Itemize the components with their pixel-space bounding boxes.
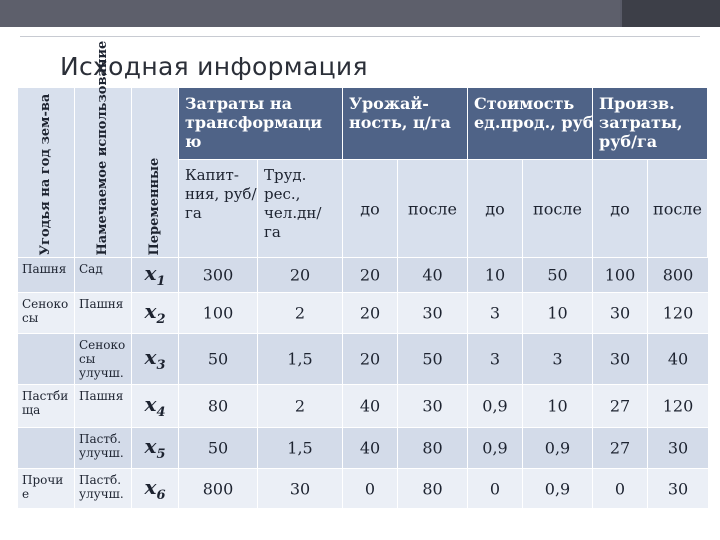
cost-after-cell: 3 — [552, 349, 563, 369]
prod-after-cell: 40 — [667, 349, 689, 369]
top-bar-right-segment — [622, 0, 720, 27]
cost-after-cell: 0,9 — [544, 438, 571, 458]
header-cost-after-label: после — [533, 199, 582, 218]
yield-after-cell: 30 — [422, 396, 443, 416]
labor-cell: 20 — [289, 265, 311, 285]
prod-after-cell: 30 — [667, 438, 689, 458]
planned-cell: Сеноко сы улучш. — [79, 338, 126, 380]
cost-before-cell: 0,9 — [482, 438, 508, 458]
header-yield-before — [343, 160, 398, 258]
land-cell: Пастби ща — [22, 389, 69, 417]
page-title: Исходная информация — [60, 52, 368, 81]
header-planned-label: Намечаемое использование — [95, 40, 110, 255]
header-yield-group-label: Урожай-ность, ц/га — [349, 94, 451, 132]
header-cost-before-label: до — [485, 199, 505, 218]
cost-after-cell: 50 — [547, 265, 568, 285]
yield-after-cell: 80 — [422, 438, 443, 458]
header-yield-before-label: до — [360, 199, 380, 218]
table-row — [18, 258, 708, 292]
header-costs-group — [179, 88, 343, 160]
header-prod-after — [648, 160, 708, 258]
cost-before-cell: 3 — [489, 303, 501, 323]
slide-top-bar — [0, 0, 720, 27]
yield-after-cell: 50 — [422, 349, 443, 369]
header-yield-after — [398, 160, 468, 258]
header-cost-group — [468, 88, 593, 160]
header-labor-label: Труд. рес., чел.дн/ га — [264, 166, 322, 241]
cost-before-cell: 3 — [489, 349, 501, 369]
table-row — [18, 428, 708, 468]
planned-cell: Пашня — [79, 297, 124, 311]
prod-after-cell: 120 — [662, 303, 694, 323]
header-costs-group-label: Затраты на трансформаци ю — [185, 94, 323, 151]
table-row — [18, 469, 708, 508]
prod-before-cell: 27 — [609, 396, 631, 416]
header-capital-label: Капит-ния, руб/га — [185, 166, 257, 222]
header-prod-after-label: после — [653, 199, 702, 218]
prod-before-cell: 0 — [614, 479, 626, 498]
yield-after-cell: 80 — [422, 479, 443, 498]
prod-before-cell: 100 — [604, 265, 636, 285]
yield-after-cell: 30 — [422, 303, 443, 323]
labor-cell: 2 — [294, 303, 306, 323]
prod-before-cell: 27 — [609, 438, 631, 458]
capital-cell: 300 — [202, 265, 234, 285]
table-row — [18, 293, 708, 333]
prod-before-cell: 30 — [609, 303, 631, 323]
labor-cell: 1,5 — [287, 349, 313, 369]
top-divider — [20, 36, 700, 37]
labor-cell: 1,5 — [287, 438, 313, 458]
header-vars-label: Переменные — [147, 157, 162, 255]
table-row — [18, 334, 708, 384]
land-cell: Прочи е — [22, 473, 64, 501]
yield-after-cell: 40 — [422, 265, 443, 285]
yield-before-cell: 40 — [359, 438, 381, 458]
header-prod-group — [593, 88, 708, 160]
cost-before-cell: 0 — [489, 479, 501, 498]
labor-cell: 2 — [294, 396, 306, 416]
header-cost-after — [523, 160, 593, 258]
variable-cell: $x_5$ — [144, 434, 166, 462]
cost-after-cell: 10 — [547, 303, 568, 323]
variable-cell: $x_2$ — [144, 299, 166, 327]
prod-after-cell: 800 — [662, 265, 694, 285]
header-cost-before — [468, 160, 523, 258]
variable-cell: $x_1$ — [144, 261, 166, 289]
land-cell: Сеноко сы — [22, 297, 69, 325]
planned-cell: Пастб. улучш. — [79, 473, 124, 501]
header-cost-group-label: Стоимость ед.прод., руб — [474, 94, 594, 132]
header-prod-before-label: до — [610, 199, 630, 218]
table-row — [18, 385, 708, 427]
header-yield-after-label: после — [408, 199, 457, 218]
capital-cell: 50 — [207, 349, 229, 369]
yield-before-cell: 20 — [359, 303, 381, 323]
header-land — [18, 88, 75, 258]
header-land-label: Угодья на год зем-ва — [38, 93, 53, 255]
variable-cell: $x_3$ — [144, 345, 166, 373]
capital-cell: 800 — [202, 479, 234, 498]
yield-before-cell: 40 — [359, 396, 381, 416]
header-prod-group-label: Произв. затраты, руб/га — [599, 94, 683, 151]
cost-before-cell: 0,9 — [482, 396, 508, 416]
prod-before-cell: 30 — [609, 349, 631, 369]
header-prod-before — [593, 160, 648, 258]
capital-cell: 100 — [202, 303, 234, 323]
cost-after-cell: 0,9 — [544, 479, 571, 498]
yield-before-cell: 0 — [364, 479, 376, 498]
cost-before-cell: 10 — [484, 265, 506, 285]
yield-before-cell: 20 — [359, 265, 381, 285]
header-vars — [132, 88, 179, 258]
land-cell: Пашня — [22, 262, 67, 276]
capital-cell: 50 — [207, 438, 229, 458]
yield-before-cell: 20 — [359, 349, 381, 369]
prod-after-cell: 120 — [662, 396, 694, 416]
capital-cell: 80 — [207, 396, 229, 416]
cost-after-cell: 10 — [547, 396, 568, 416]
labor-cell: 30 — [289, 479, 311, 498]
header-yield-group — [343, 88, 468, 160]
planned-cell: Пастб. улучш. — [79, 432, 124, 460]
planned-cell: Сад — [79, 262, 103, 276]
prod-after-cell: 30 — [667, 479, 689, 498]
variable-cell: $x_4$ — [144, 392, 166, 420]
header-capital — [179, 160, 258, 258]
header-planned — [75, 40, 132, 258]
planned-cell: Пашня — [79, 389, 124, 403]
header-labor — [258, 160, 343, 258]
variable-cell: $x_6$ — [144, 474, 166, 503]
top-bar-left-segment — [0, 0, 620, 27]
